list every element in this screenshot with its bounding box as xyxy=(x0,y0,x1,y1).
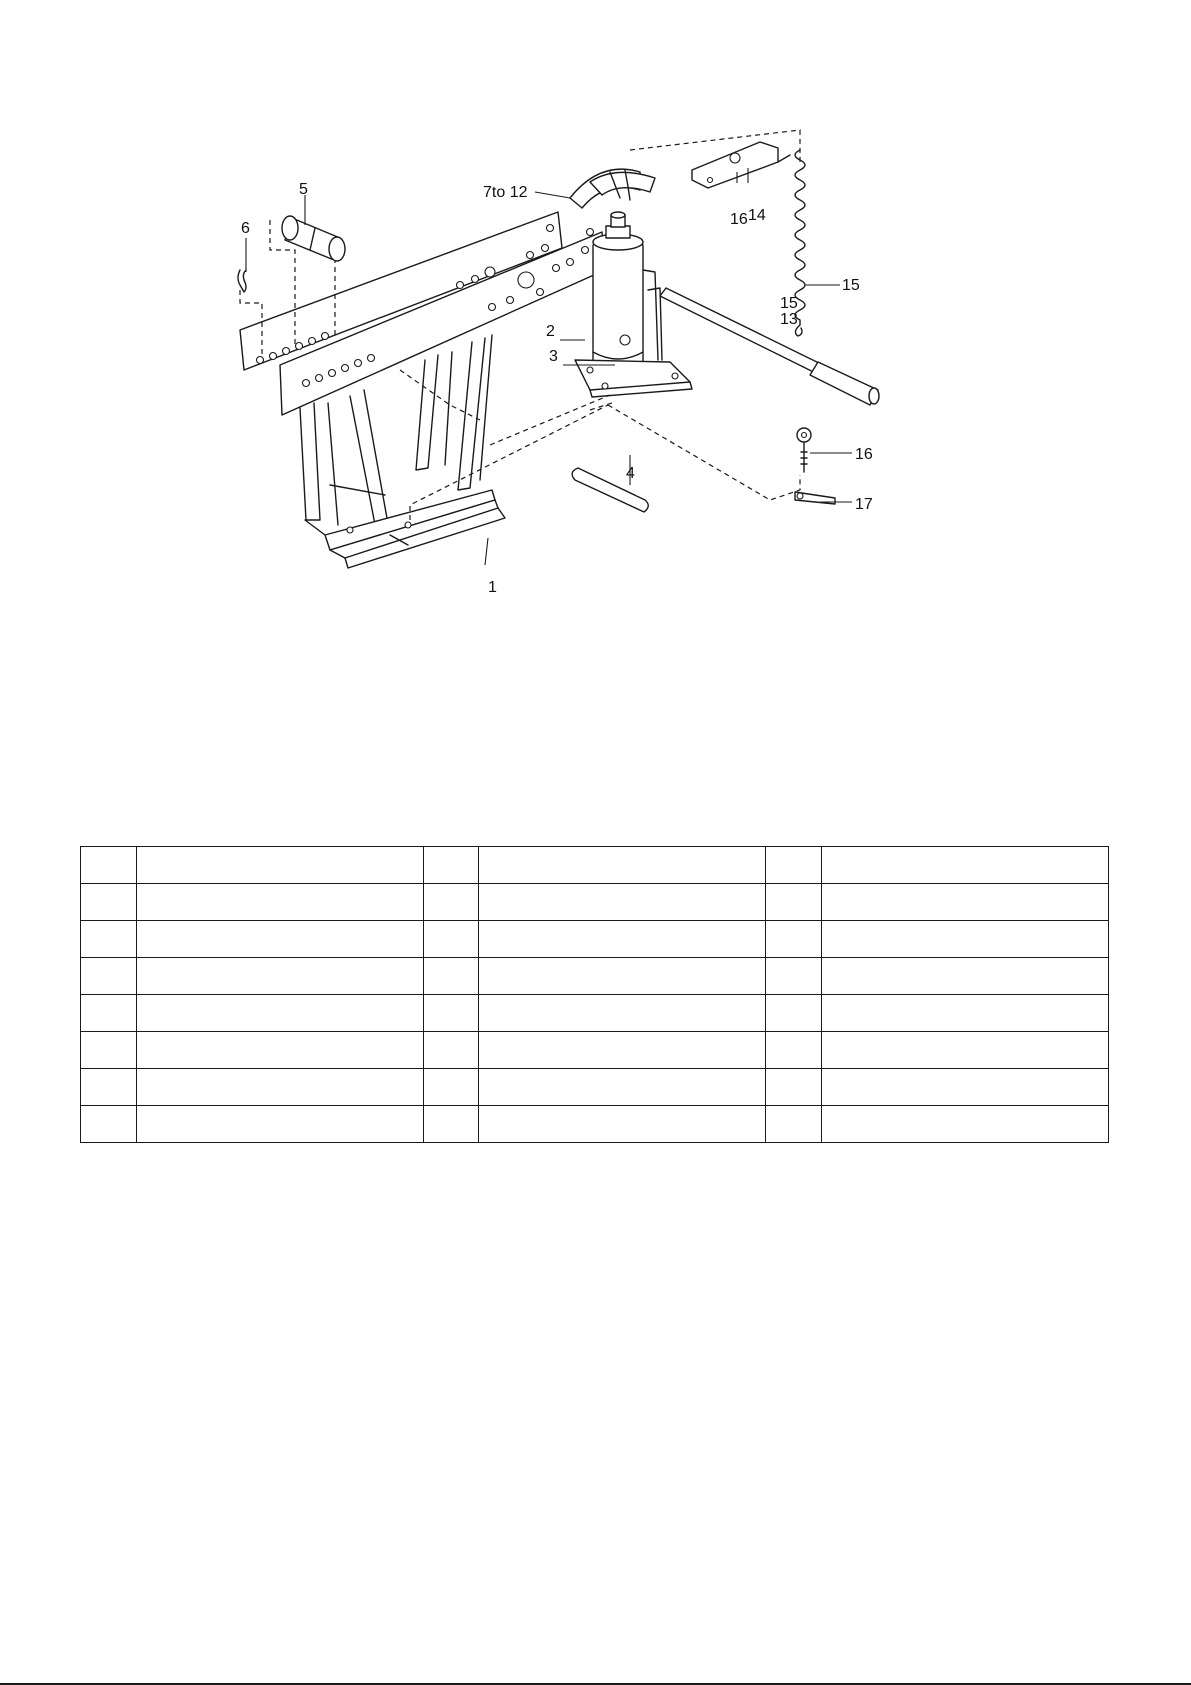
part-description-cell xyxy=(821,1032,1108,1069)
bending-former xyxy=(570,169,655,208)
part-number-cell xyxy=(81,995,137,1032)
callout-16-bracket: 16 xyxy=(730,211,748,228)
parts-list-table xyxy=(80,846,1109,1143)
part-description-cell xyxy=(821,958,1108,995)
parts-table-body xyxy=(81,847,1109,1143)
part-number-cell xyxy=(766,1106,822,1143)
part-description-cell xyxy=(479,1032,766,1069)
part-number-cell xyxy=(423,921,479,958)
part-number-cell xyxy=(81,1069,137,1106)
part-number-cell xyxy=(766,1069,822,1106)
callout-4: 4 xyxy=(626,465,635,482)
roller xyxy=(282,216,345,261)
part-description-cell xyxy=(821,995,1108,1032)
callout-6: 6 xyxy=(241,220,250,237)
part-description-cell xyxy=(479,921,766,958)
table-row xyxy=(81,1032,1109,1069)
part-number-cell xyxy=(423,1106,479,1143)
part-description-cell xyxy=(136,921,423,958)
part-description-cell xyxy=(136,1032,423,1069)
callout-16-eyebolt: 16 xyxy=(855,446,873,463)
part-number-cell xyxy=(423,1069,479,1106)
table-row xyxy=(81,921,1109,958)
part-number-cell xyxy=(81,1032,137,1069)
part-description-cell xyxy=(136,958,423,995)
part-number-cell xyxy=(766,1032,822,1069)
part-number-cell xyxy=(81,958,137,995)
part-number-cell xyxy=(423,995,479,1032)
frame-base xyxy=(305,490,505,568)
part-description-cell xyxy=(479,958,766,995)
part-description-cell xyxy=(479,884,766,921)
callout-5: 5 xyxy=(299,181,308,198)
part-number-cell xyxy=(423,884,479,921)
part-description-cell xyxy=(479,1106,766,1143)
part-description-cell xyxy=(136,1106,423,1143)
callout-17: 17 xyxy=(855,496,873,513)
callout-13: 13 xyxy=(780,311,798,328)
part-description-cell xyxy=(821,1106,1108,1143)
part-number-cell xyxy=(81,921,137,958)
rod-pin xyxy=(572,468,648,512)
angle-bracket xyxy=(692,142,790,188)
part-number-cell xyxy=(766,958,822,995)
callout-14: 14 xyxy=(748,207,766,224)
table-row xyxy=(81,1106,1109,1143)
part-number-cell xyxy=(423,847,479,884)
callout-3: 3 xyxy=(549,348,558,365)
table-row xyxy=(81,1069,1109,1106)
callout-7-to-12: 7to 12 xyxy=(483,184,528,201)
callout-15-handle: 15 xyxy=(780,295,798,312)
part-description-cell xyxy=(821,847,1108,884)
part-description-cell xyxy=(821,921,1108,958)
part-description-cell xyxy=(136,847,423,884)
table-row xyxy=(81,995,1109,1032)
callout-2: 2 xyxy=(546,323,555,340)
part-number-cell xyxy=(81,1106,137,1143)
part-description-cell xyxy=(479,995,766,1032)
part-description-cell xyxy=(136,884,423,921)
handle-bar xyxy=(660,288,879,405)
table-row xyxy=(81,847,1109,884)
part-description-cell xyxy=(479,847,766,884)
part-number-cell xyxy=(423,1032,479,1069)
table-row xyxy=(81,884,1109,921)
clip xyxy=(238,270,246,292)
pipe-bender-drawing xyxy=(230,120,950,625)
table-row xyxy=(81,958,1109,995)
eye-bolt xyxy=(797,428,811,472)
part-description-cell xyxy=(136,1069,423,1106)
callout-15-spring: 15 xyxy=(842,277,860,294)
part-description-cell xyxy=(136,995,423,1032)
part-number-cell xyxy=(766,847,822,884)
part-description-cell xyxy=(821,884,1108,921)
part-number-cell xyxy=(766,995,822,1032)
part-number-cell xyxy=(766,921,822,958)
part-number-cell xyxy=(766,884,822,921)
part-number-cell xyxy=(81,847,137,884)
part-description-cell xyxy=(821,1069,1108,1106)
exploded-parts-diagram xyxy=(230,120,950,625)
part-number-cell xyxy=(423,958,479,995)
part-number-cell xyxy=(81,884,137,921)
part-description-cell xyxy=(479,1069,766,1106)
callout-1: 1 xyxy=(488,579,497,596)
